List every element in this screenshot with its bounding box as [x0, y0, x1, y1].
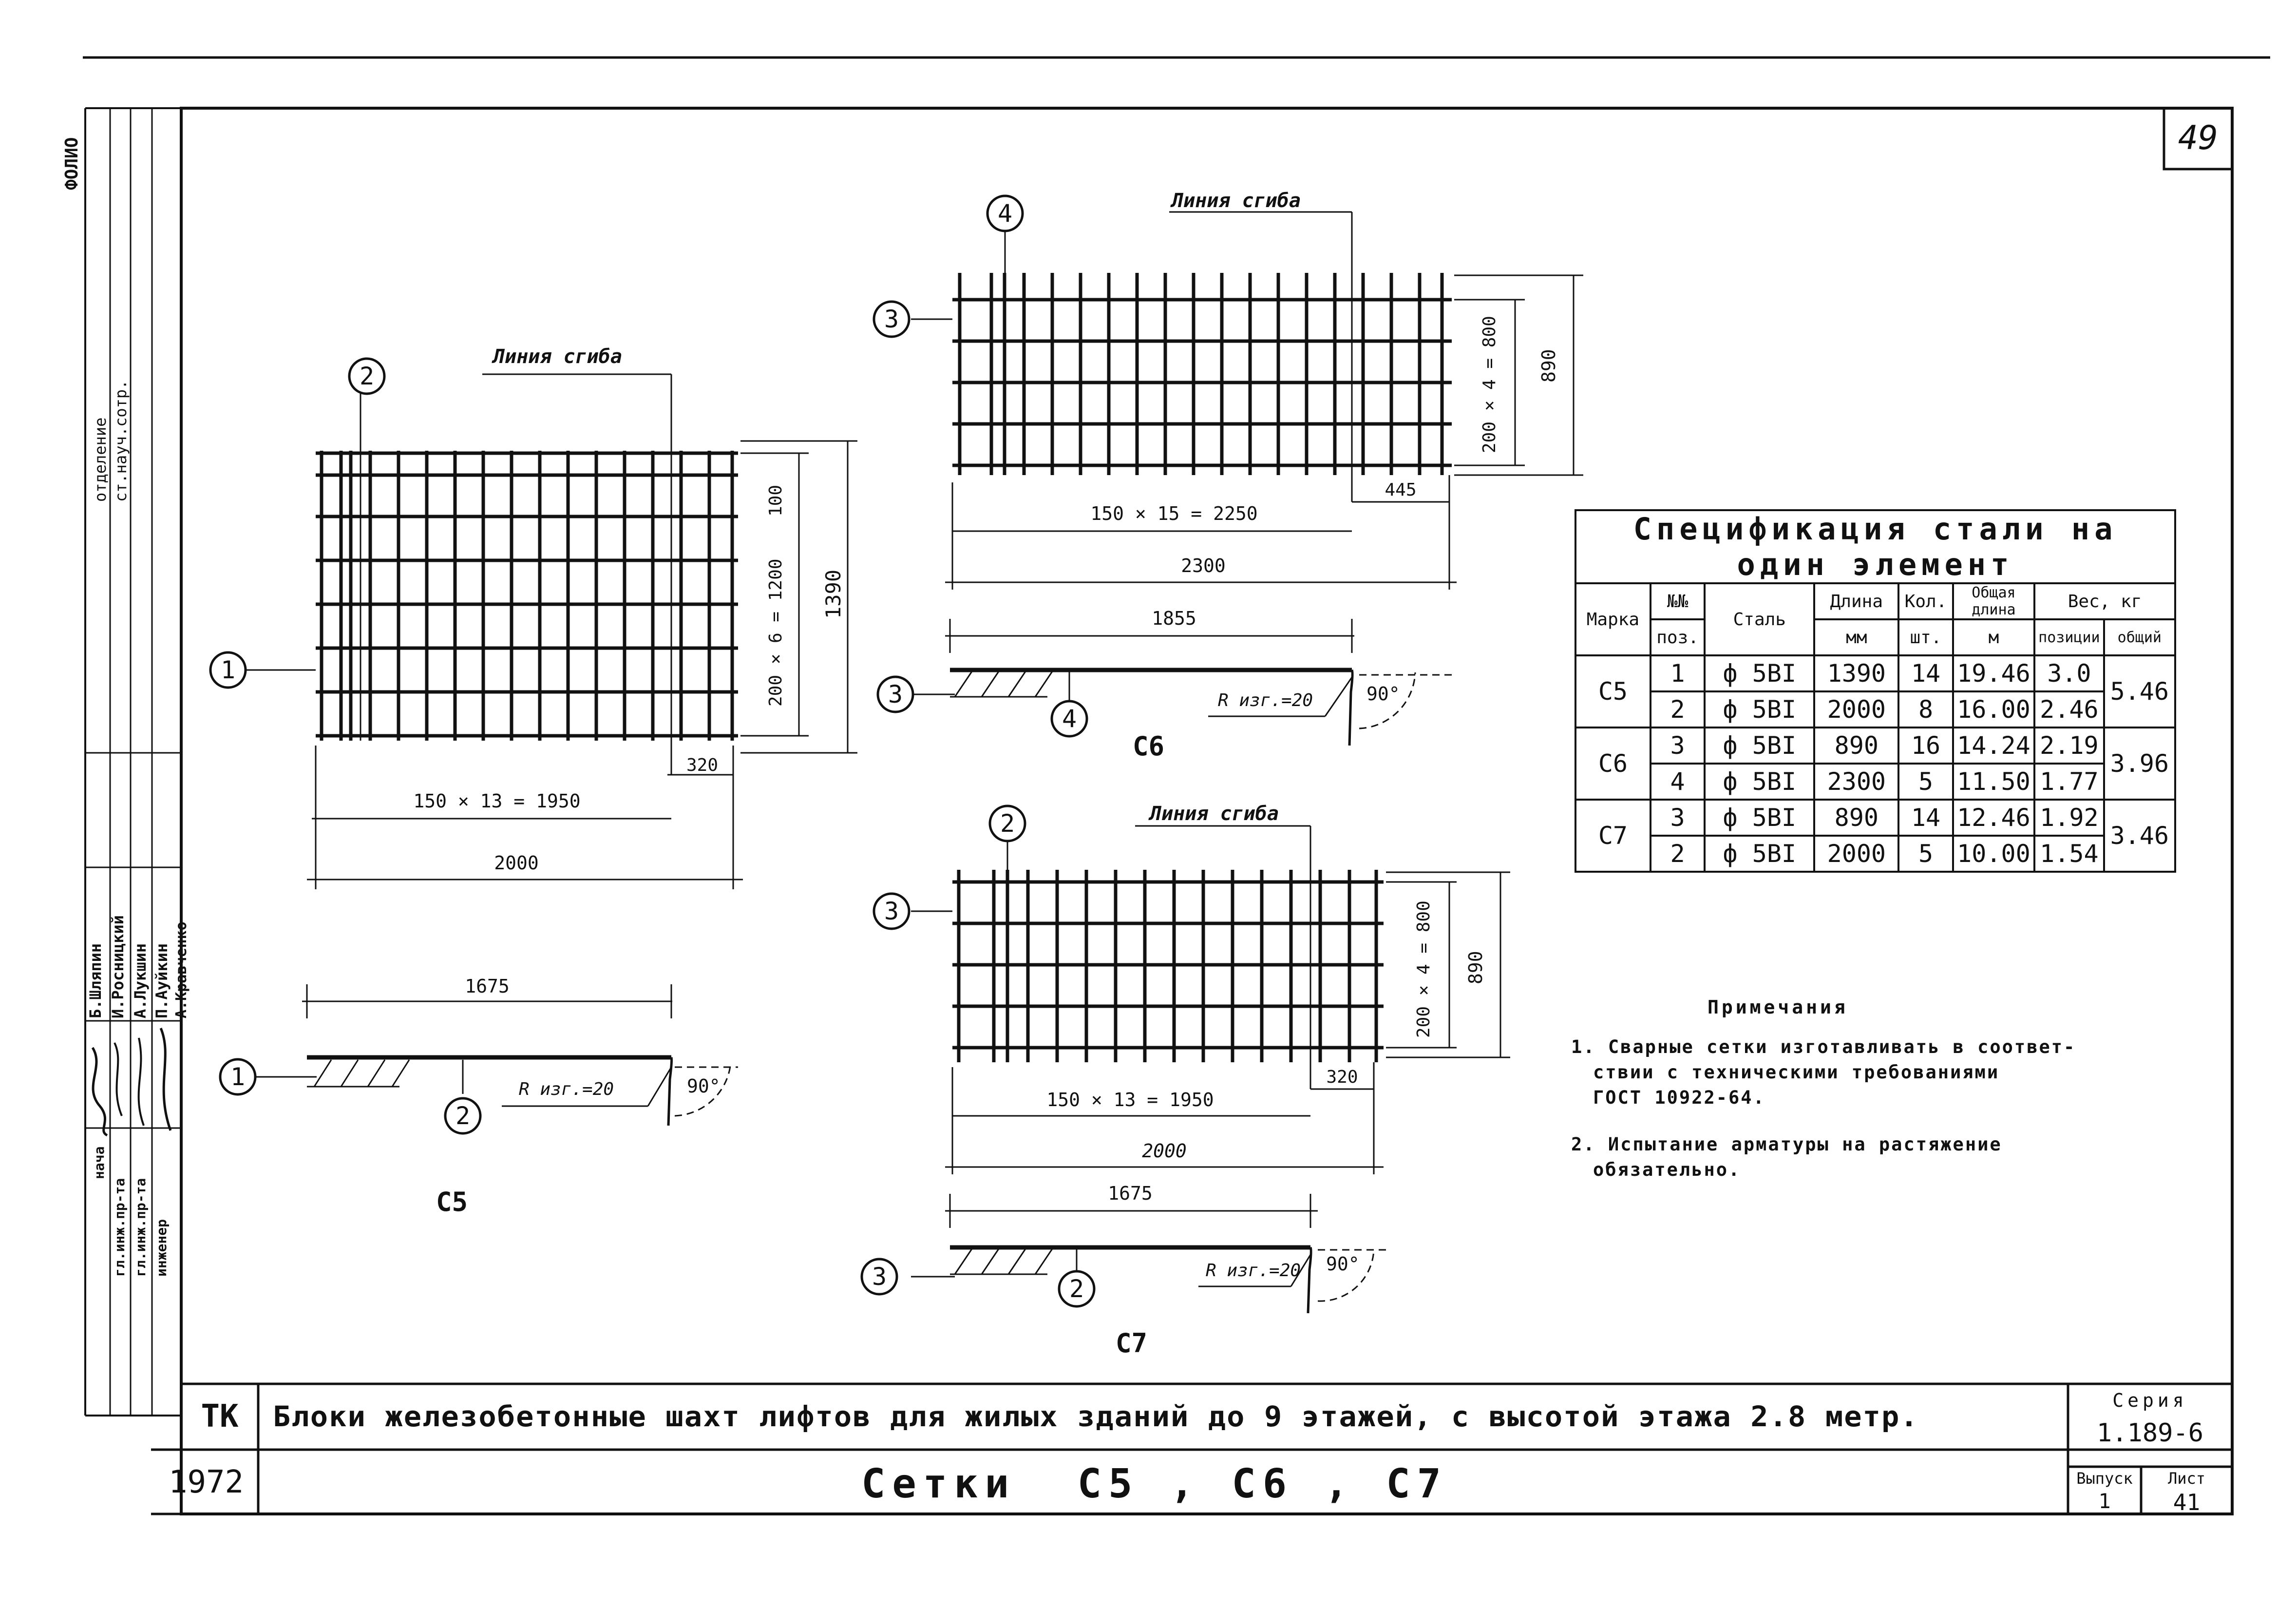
spec-cell-total: 11.50	[1953, 764, 2034, 800]
spec-cell-total: 12.46	[1953, 800, 2034, 836]
signature-mark	[139, 1038, 144, 1126]
spec-cell-mark: С6	[1575, 727, 1651, 800]
spec-cell-weight-pos: 2.46	[2034, 691, 2104, 727]
c7-bent-length: 1675	[1108, 1183, 1153, 1204]
c7-mesh	[952, 870, 1384, 1062]
spec-col-weight-pos: позиции	[2034, 619, 2104, 655]
spec-cell-qty: 14	[1898, 655, 1953, 691]
spec-cell-qty: 16	[1898, 727, 1953, 764]
c5-dim-bend: 320	[686, 755, 719, 775]
spec-col-mark: Марка	[1575, 583, 1651, 655]
spec-col-length-unit: мм	[1814, 619, 1898, 655]
c7-callout-top	[990, 806, 1025, 841]
spec-cell-weight-pos: 1.77	[2034, 764, 2104, 800]
spec-cell-weight-total: 3.46	[2104, 800, 2175, 872]
c5-bent-callout-a	[220, 1059, 255, 1094]
c6-dim-height: 890	[1538, 349, 1559, 383]
spec-cell-weight-pos: 1.54	[2034, 836, 2104, 872]
spec-cell-qty: 14	[1898, 800, 1953, 836]
sheet-number: 49	[2178, 119, 2218, 157]
stamp-dept-line1: отделение	[91, 417, 110, 502]
c6-callout-top	[987, 196, 1023, 231]
c6-bent-callout-a-number: 3	[888, 680, 903, 708]
c5-callout-bars-number: 2	[359, 362, 375, 390]
c6-title: С6	[1133, 731, 1165, 762]
c5-callout-rods	[210, 652, 246, 688]
spec-cell-weight-pos: 2.19	[2034, 727, 2104, 764]
stamp-top-label: ФОЛИО	[62, 137, 82, 190]
spec-col-qty-unit: шт.	[1898, 619, 1953, 655]
c7-callout-left	[874, 894, 909, 929]
spec-cell-pos: 1	[1651, 655, 1705, 691]
c7-title: С7	[1116, 1328, 1148, 1359]
spec-cell-qty: 5	[1898, 836, 1953, 872]
c6-bend-line-caption: Линия сгиба	[1172, 190, 1301, 212]
c7-bend-radius: R изг.=20	[1206, 1261, 1301, 1281]
title-block-series-value: 1.189-6	[2096, 1418, 2204, 1448]
c7-bent-callout-b-number: 2	[1069, 1275, 1084, 1303]
spec-col-weight-total: общий	[2104, 619, 2175, 655]
title-block-issue-label: Выпуск	[2076, 1469, 2133, 1488]
c6-bent-callout-a	[878, 677, 913, 712]
spec-cell-weight-total: 3.96	[2104, 727, 2175, 800]
spec-col-pos: №№	[1651, 583, 1705, 619]
spec-cell-mark: С7	[1575, 800, 1651, 872]
title-block-subtitle: Сетки С5 , С6 , С7	[861, 1461, 1448, 1507]
c7-dim-pitch: 150 × 13 = 1950	[1046, 1089, 1214, 1110]
c7-dim-total: 2000	[1142, 1140, 1187, 1162]
stamp-role: инженер	[153, 1219, 170, 1277]
c7-bent-callout-a-number: 3	[872, 1263, 887, 1291]
title-block-main-title: Блоки железобетонные шахт лифтов для жилых зданий до 9 этажей, с высотой этажа 2.8 метр.	[273, 1400, 1919, 1433]
title-block-year: 1972	[168, 1464, 244, 1500]
spec-cell-pos: 4	[1651, 764, 1705, 800]
c6-bent-profile	[913, 670, 1454, 746]
c5-bend-radius: R изг.=20	[519, 1079, 614, 1099]
c5-callout-bars	[349, 359, 384, 394]
spec-cell-pos: 3	[1651, 800, 1705, 836]
spec-row	[1575, 836, 2175, 872]
c5-bent-callout-b	[445, 1098, 480, 1133]
spec-title: Спецификация стали на один элемент	[1575, 510, 2175, 583]
spec-cell-qty: 5	[1898, 764, 1953, 800]
spec-cell-weight-total: 5.46	[2104, 655, 2175, 727]
c7-dim-vpitch: 200 × 4 = 800	[1414, 900, 1434, 1038]
spec-col-length: Длина	[1814, 583, 1898, 619]
c7-callout-left-number: 3	[884, 897, 899, 925]
spec-cell-length: 890	[1814, 727, 1898, 764]
spec-cell-length: 1390	[1814, 655, 1898, 691]
c7-bend-line-caption: Линия сгиба	[1150, 803, 1279, 825]
spec-col-qty: Кол.	[1898, 583, 1953, 619]
spec-row	[1575, 655, 2175, 691]
c5-dim-pitch: 150 × 13 = 1950	[413, 790, 581, 812]
spec-cell-weight-pos: 1.92	[2034, 800, 2104, 836]
spec-cell-total: 10.00	[1953, 836, 2034, 872]
c5-bent-callout-a-number: 1	[230, 1063, 246, 1091]
stamp-name: И.Росницкий	[109, 915, 127, 1018]
stamp-dept-line2: ст.науч.сотр.	[112, 380, 130, 502]
stamp-name: Б.Шляпин	[86, 943, 105, 1018]
c5-bent-callout-b-number: 2	[455, 1102, 471, 1130]
c5-dim-height: 1390	[821, 569, 845, 619]
c5-bend-line-caption: Линия сгиба	[493, 345, 622, 368]
c6-bend-angle: 90°	[1366, 683, 1400, 705]
c7-bent-profile	[911, 1247, 1388, 1313]
note-2-line-2: обязательно.	[1593, 1159, 1741, 1180]
spec-col-pos-unit: поз.	[1651, 619, 1705, 655]
c7-callout-top-number: 2	[1000, 809, 1015, 838]
signature-mark	[93, 1048, 107, 1135]
spec-col-steel: Сталь	[1705, 583, 1814, 655]
c5-dim-vpitch: 200 × 6 = 1200	[766, 558, 786, 707]
stamp-name: А.Лукшин	[131, 943, 150, 1018]
c5-bent-length: 1675	[465, 976, 510, 997]
stamp-role: нача	[91, 1146, 107, 1179]
spec-cell-mark: С5	[1575, 655, 1651, 727]
c7-bent-callout-a	[862, 1259, 897, 1294]
c6-bend-radius: R изг.=20	[1218, 690, 1313, 710]
spec-cell-steel: ф 5ВI	[1705, 727, 1814, 764]
spec-cell-total: 19.46	[1953, 655, 2034, 691]
spec-row	[1575, 764, 2175, 800]
title-block-code: ТК	[201, 1398, 239, 1435]
spec-cell-pos: 2	[1651, 836, 1705, 872]
c6-mesh	[952, 273, 1452, 475]
c6-dim-bend: 445	[1385, 480, 1417, 500]
c6-bent-length: 1855	[1152, 608, 1196, 629]
title-block-series-label: Серия	[2112, 1390, 2188, 1411]
c7-dim-bend: 320	[1326, 1067, 1358, 1087]
c7-bend-angle: 90°	[1326, 1253, 1360, 1275]
spec-cell-steel: ф 5ВI	[1705, 655, 1814, 691]
note-1-line-1: 1. Сварные сетки изготавливать в соответ-	[1571, 1036, 2076, 1057]
c5-dim-total: 2000	[494, 852, 539, 874]
spec-cell-steel: ф 5ВI	[1705, 836, 1814, 872]
spec-cell-pos: 3	[1651, 727, 1705, 764]
spec-row	[1575, 727, 2175, 764]
spec-cell-pos: 2	[1651, 691, 1705, 727]
c6-dim-vpitch: 200 × 4 = 800	[1480, 316, 1499, 453]
spec-cell-steel: ф 5ВI	[1705, 800, 1814, 836]
spec-cell-length: 2300	[1814, 764, 1898, 800]
notes-title: Примечания	[1708, 996, 1848, 1018]
spec-row	[1575, 800, 2175, 836]
spec-cell-length: 2000	[1814, 691, 1898, 727]
c5-bent-profile	[256, 1057, 738, 1126]
stamp-name: П.Ауйкин	[152, 943, 171, 1018]
spec-cell-steel: ф 5ВI	[1705, 691, 1814, 727]
c6-callout-left-number: 3	[884, 305, 899, 333]
c7-dim-height: 890	[1465, 951, 1486, 984]
title-block-issue-value: 1	[2098, 1489, 2111, 1513]
title-block-sheet-value: 41	[2173, 1489, 2201, 1515]
c6-callout-top-number: 4	[997, 199, 1013, 228]
note-2-line-1: 2. Испытание арматуры на растяжение	[1571, 1134, 2002, 1155]
spec-cell-steel: ф 5ВI	[1705, 764, 1814, 800]
c5-mesh	[316, 451, 738, 741]
c6-callout-left	[874, 302, 909, 337]
spec-cell-total: 16.00	[1953, 691, 2034, 727]
c6-dim-total: 2300	[1181, 555, 1226, 576]
spec-col-total-unit: м	[1953, 619, 2034, 655]
spec-row	[1575, 691, 2175, 727]
spec-cell-weight-pos: 3.0	[2034, 655, 2104, 691]
title-block-sheet-label: Лист	[2167, 1469, 2206, 1488]
c5-dimension-lines	[244, 374, 857, 1018]
c6-dim-pitch: 150 × 15 = 2250	[1090, 503, 1258, 524]
c5-bend-angle: 90°	[687, 1075, 721, 1097]
spec-cell-total: 14.24	[1953, 727, 2034, 764]
c5-dim-vtop: 100	[766, 484, 786, 517]
steel-spec-table	[1575, 509, 2176, 873]
spec-cell-length: 2000	[1814, 836, 1898, 872]
c7-bent-callout-b	[1059, 1271, 1094, 1306]
c5-callout-rods-number: 1	[220, 656, 236, 684]
signature-mark	[114, 1043, 122, 1116]
stamp-role: гл.инж.пр-та	[133, 1178, 149, 1277]
spec-col-total-length: Общая длина	[1953, 583, 2034, 619]
spec-col-weight: Вес, кг	[2034, 583, 2175, 619]
c6-bent-callout-b	[1052, 701, 1087, 736]
note-1-line-2: ствии с техническими требованиями	[1593, 1062, 2000, 1083]
note-1-line-3: ГОСТ 10922-64.	[1593, 1087, 1765, 1108]
spec-cell-qty: 8	[1898, 691, 1953, 727]
stamp-role: гл.инж.пр-та	[112, 1178, 128, 1277]
signature-mark	[161, 1028, 171, 1130]
stamp-name: А.Кравченко	[173, 921, 190, 1018]
c6-bent-callout-b-number: 4	[1062, 705, 1077, 733]
c5-title: С5	[436, 1187, 468, 1217]
spec-cell-length: 890	[1814, 800, 1898, 836]
